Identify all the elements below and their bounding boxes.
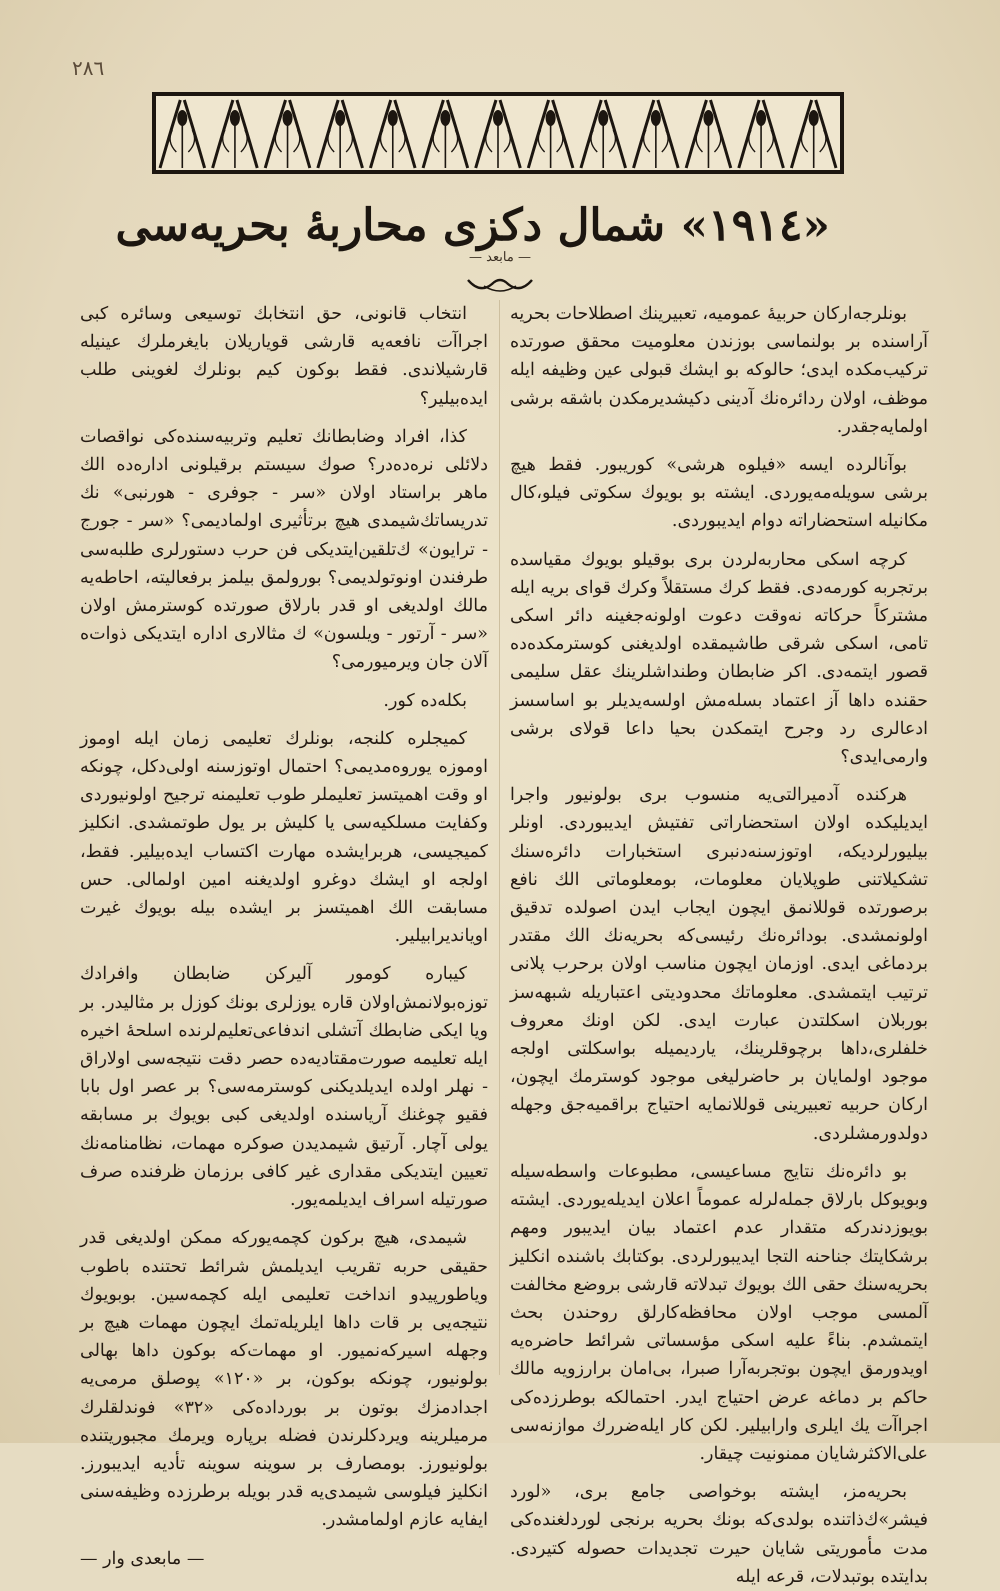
- article-column-left: [80, 300, 488, 1569]
- scroll-ornament-icon: [464, 272, 536, 296]
- page-title: «١٩١٤» شمال دكزی محاربهٔ بحریه‌سی: [115, 200, 830, 251]
- article-subtitle: — مابعد —: [469, 250, 531, 265]
- article-column-right: [509, 300, 929, 1587]
- paragraph: بونلرجه‌ارکان حربیهٔ عمومیه، تعبیرینك اصطلاحات بحریه آراسنده بر بولنماسی بوزندن معلومیت محقق صورتده ترکیب‌مکده ایدی؛ حالوکه بو ایشك قبولی عین وظیفه ایله موظف، اولان ردائره‌نك آدینی دکیشدیرمکدن باشقه برشی اولمایه‌جقدر.: [509, 304, 928, 437]
- page-number: ٢٨٦: [72, 56, 105, 80]
- snowdrop-leaf-frieze-icon: [156, 96, 840, 170]
- paragraph: کرچه اسکی محاربه‌لردن بری بوقیلو بویوك مقیاسده برتجربه کورمه‌دی. فقط کرك مستقلاً وکرك قوای بریه ایله مشترکاً حرکاته نه‌وقت دعوت اولونه‌جغینه دائر اسکی تامی، اسکی شرقی طاشیمقده اولدیغنی کوسترمکده‌ده قصور ایتمه‌دی. اکر ضابطان وطنداشلرینك عقل سلیمی حقنده داها آز اعتماد بسله‌مش اولسه‌یدیلر بو اساسسز ادعالری رد وجرح ایتمکدن بحیا داعا قولای برشی وارمی‌ایدی؟: [510, 549, 928, 768]
- paragraph: کذا، افراد وضابطانك تعلیم وتربیه‌سنده‌کی نواقصات دلائلی نره‌ده‌در؟ صوك سیستم برقیلونی اداره‌ده الك ماهر براستاد اولان «سر - جوفری - هورنبی» نك تدریساتك‌شیمدی هیچ برتأثیری اولمادیمی؟ «سر - جورج - ترایون» ك‌تلقین‌ایتدیکی فن حرب دستورلری طلبه‌سی طرفندن اونوتولدیمی؟ بورولمق بیلمز برفعالیته، احاطه‌یه مالك اولدیغی او قدر بارلاق صورتده کوسترمش اولان «سر - آرتور - ویلسون» ك مثالاری اداره ایتدیکی ذوات‌ه آلان جان ویرمیورمی؟: [80, 426, 488, 673]
- continued-note: — مابعدی وار —: [80, 1548, 205, 1569]
- decorative-banner: [152, 92, 844, 174]
- paragraph: شیمدی، هیچ برکون کچمه‌یورکه ممکن اولدیغی قدر حقیقی حربه تقریب ایدیلمش شرائط تحتنده باطوب ویاطورپیدو انداخت تعلیمی ایله کچمه‌سین. بوبویوك نتیجه‌یی بر قات داها ایلریله‌تمك ایچون مهمات هیچ بر وجهله اسیرکه‌نمیور. او مهمات‌که بوکون داها بهالی بولونیور، چونکه بوکون، بر «١٢٠» پوصلق مرمی‌یه اجدادمزك بوتون بر بورداده‌کی «٣٢» فوندلقلرك مرمیلرینه ویردکلرندن فضله برپاره ویرمك مجبوریتنده بولونیورز. بومصارف بر سوینه سوینه تأدیه ایدیبورز. انکلیز فیلوسی شیمدی‌یه قدر بویله برطرزده وظیفه‌سنی ایفایه عازم اولمامشدر.: [80, 1228, 488, 1531]
- paragraph: انتخاب قانونی، حق انتخابك توسیعی وسائره کبی اجراآت نافعه‌یه قارشی قویاریلان بایغرملرك عینیله قارشیلاندی. فقط بوکون کیم بونلرك لغوینی طلب ایده‌بیلیر؟: [80, 304, 488, 409]
- paragraph: بحریه‌مز، ایشته بوخواصی جامع بری، «لورد فیشر»ك‌ذاتنده بولدی‌که بونك بحریه برنجی لوردلغنده‌کی مدت مأموریتی شایان حیرت تجدیدات حصوله کتیردی. بدایتده بوتبدلات، قرعه ایله: [510, 1482, 928, 1587]
- paragraph: بو دائره‌نك نتایج مساعیسی، مطبوعات واسطه‌سیله وبویوکل بارلاق جمله‌لرله عموماً اعلان ایدیله‌یوردی. ایشته بویوزدندرکه متقدار عدم اعتماد بیان ایدیبور ومهم برشکایتك جناحنه التجا ایدیبورلردی. بوکتابك باشنده انکلیز بحریه‌سنك حقی الك بویوك تبدلاته قارشی بروضع مخالفت آلمسی موجب اولان محافظه‌کارلق روحندن بحث ایتمشدم. بناءً علیه اسکی مؤسساتی شرائط حاضره‌یه اویدورمق ایچون بوتجربه‌آرا صبرا، بی‌امان برارزویه مالك حاکم بر دماغه عرض احتیاج ایدر. احتمالکه بوطرزده‌کی اجراآت یك ایلری وارابیلیر. لکن کار ایله‌ضررك موازنه‌سی علی‌الاکثرشایان ممنونیت چیقار.: [510, 1161, 929, 1464]
- paragraph: هرکنده آدمیرالتی‌یه منسوب بری بولونیور واجرا ایدیلیکده اولان استحضاراتی تفتیش ایدیبوردی. اونلر بیلیورلردیکه، اوتوزسنه‌دنبری استخبارات دائره‌سنك تشکیلاتنی طوپلایان معلومات، بومعلوماتی الك نافع برصورتده قوللانمق ایچون ایجاب ایدن اصولده تدقیق اولونمشدی. بودائره‌نك رئیسی‌که بحریه‌نك الك مقتدر بردماغی ایدی. اوزمان ایچون مناسب اولان برحرب پلانی ترتیب ایتمشدی. معلوماتك محدودیتی اعتباریله شبهه‌سز بوربلان اسکلتدن عبارت ایدی. لکن اونك معروف خلفلری،داها برچوقلرینك، یاردیمیله بواسکلتی اولجه موجود اولمایان بر حاضرلیغی موجود کوسترمك ایچون، ارکان حربیه تعبیرینی قوللانمایه احتیاج براقمیه‌جق وجهله دولدورمشلردی.: [510, 785, 928, 1144]
- paragraph: بوآنالرده ایسه «فیلوه هرشی» کوریبور. فقط هیچ برشی سویله‌مه‌یوردی. ایشته بو بویوك سکوتی فیلو،کال مکانیله استحضاراته دوام ایدیبوردی.: [510, 455, 928, 532]
- paragraph: کمیجلره کلنجه، بونلرك تعلیمی زمان ایله اوموز اوموزه یوروه‌مدیمی؟ احتمال اوتوزسنه اولی‌دکل، چونکه او وقت اهمیتسز تعلیملر طوب تعلیمنه ترجیح اولونیوردی وکفایت مسلکیه‌سی یا کلیش بر یول طوتمشدی. انکلیز کمیجیسی، هربرایشده مهارت اکتساب ایده‌بیلیر. فقط، اولجه او ایشك دوغرو اولدیغنه امین اولمالی. حس مسابقت الك اهمیتسز بر ایشده بیله بویوك غیرت اویاندیرابیلیر.: [80, 728, 488, 947]
- paragraph: کیباره کومور آلیرکن ضابطان وافرادك توزه‌بولانمش‌اولان قاره یوزلری بونك کوزل بر مثالیدر. بر ویا ایکی ضابطك آتشلی اندفاعی‌تعلیم‌لرنده اسلحهٔ اخیره ایله تعلیمه صورت‌مقتادیه‌ده حصر دقت نتیجه‌سی اولاراق - نهلر اولده ایدیلدیکنی کوسترمه‌سی؟ بر عصر اول بابا فقیو چوغنك آریاسنده اولدیغی کبی بویوك بر مسابقه یولی آچار. آرتیق شیمدیدن صوکره مهمات، نظامنامه‌نك تعیین ایتدیکی مقداری غیر کافی برزمان ظرفنده صرف صورتیله اسراف ایدیلمه‌یور.: [80, 964, 488, 1211]
- paragraph: بکله‌ده کور.: [383, 690, 467, 711]
- column-divider: [499, 300, 500, 1375]
